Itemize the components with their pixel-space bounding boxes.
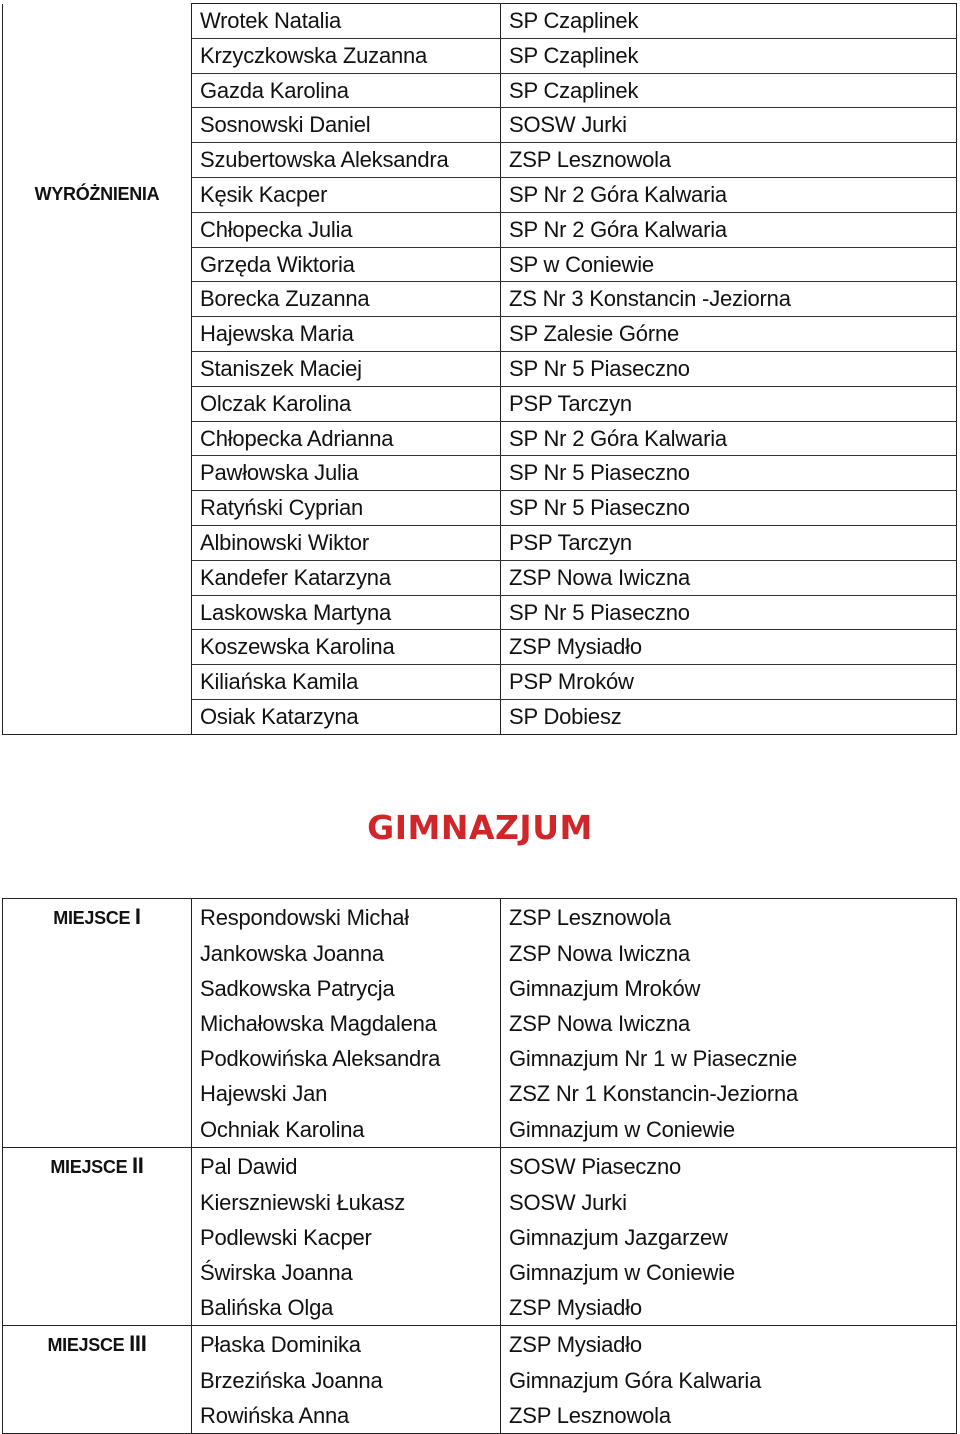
table-row xyxy=(3,1112,957,1148)
participant-name: Jankowska Joanna xyxy=(192,936,501,971)
school-name: SP Czaplinek xyxy=(501,4,957,39)
table-row xyxy=(3,421,957,456)
school-name: SOSW Jurki xyxy=(501,108,957,143)
table-row xyxy=(3,971,957,1006)
category-cell xyxy=(3,665,192,700)
participant-name: Grzęda Wiktoria xyxy=(192,247,501,282)
place-number: III xyxy=(129,1331,147,1357)
participant-name: Hajewska Maria xyxy=(192,317,501,352)
category-cell xyxy=(3,595,192,630)
participant-name: Krzyczkowska Zuzanna xyxy=(192,38,501,73)
school-name: ZSP Lesznowola xyxy=(501,1398,957,1434)
table-row xyxy=(3,936,957,971)
category-cell xyxy=(3,38,192,73)
category-cell xyxy=(3,525,192,560)
place-cell xyxy=(3,1112,192,1148)
school-name: ZSP Nowa Iwiczna xyxy=(501,936,957,971)
school-name: SOSW Jurki xyxy=(501,1185,957,1220)
participant-name: Kiliańska Kamila xyxy=(192,665,501,700)
place-cell xyxy=(3,1255,192,1290)
category-cell xyxy=(3,108,192,143)
school-name: Gimnazjum Góra Kalwaria xyxy=(501,1363,957,1398)
category-cell xyxy=(3,143,192,178)
participant-name: Chłopecka Julia xyxy=(192,212,501,247)
place-cell xyxy=(3,1220,192,1255)
table-row xyxy=(3,247,957,282)
category-cell xyxy=(3,421,192,456)
participant-name: Ratyński Cyprian xyxy=(192,491,501,526)
school-name: ZSZ Nr 1 Konstancin-Jeziorna xyxy=(501,1076,957,1111)
place-label xyxy=(3,1147,192,1185)
school-name: PSP Tarczyn xyxy=(501,525,957,560)
category-cell xyxy=(3,491,192,526)
section-heading: GIMNAZJUM xyxy=(367,808,593,847)
awards-table-gimnazjum xyxy=(2,898,957,1434)
table-row xyxy=(3,1220,957,1255)
table-row xyxy=(3,560,957,595)
category-cell xyxy=(3,247,192,282)
table-row xyxy=(3,1006,957,1041)
category-cell xyxy=(3,351,192,386)
school-name: ZSP Lesznowola xyxy=(501,899,957,937)
school-name: SP w Coniewie xyxy=(501,247,957,282)
participant-name: Pal Dawid xyxy=(192,1147,501,1185)
participant-name: Podkowińska Aleksandra xyxy=(192,1041,501,1076)
school-name: SP Nr 2 Góra Kalwaria xyxy=(501,212,957,247)
participant-name: Respondowski Michał xyxy=(192,899,501,937)
school-name: ZSP Nowa Iwiczna xyxy=(501,1006,957,1041)
school-name: SOSW Piaseczno xyxy=(501,1147,957,1185)
table-row xyxy=(3,1147,957,1185)
participant-name: Chłopecka Adrianna xyxy=(192,421,501,456)
school-name: Gimnazjum Jazgarzew xyxy=(501,1220,957,1255)
participant-name: Brzezińska Joanna xyxy=(192,1363,501,1398)
place-number: I xyxy=(134,904,141,929)
participant-name: Podlewski Kacper xyxy=(192,1220,501,1255)
school-name: SP Dobiesz xyxy=(501,699,957,734)
participant-name: Albinowski Wiktor xyxy=(192,525,501,560)
table-row xyxy=(3,899,957,937)
table-row xyxy=(3,143,957,178)
place-label-text: MIEJSCE xyxy=(47,1335,125,1356)
table-row xyxy=(3,317,957,352)
table-row xyxy=(3,699,957,734)
participant-name: Balińska Olga xyxy=(192,1290,501,1326)
table-row xyxy=(3,630,957,665)
participant-name: Michałowska Magdalena xyxy=(192,1006,501,1041)
school-name: SP Czaplinek xyxy=(501,38,957,73)
school-name: Gimnazjum w Coniewie xyxy=(501,1255,957,1290)
table-row xyxy=(3,1185,957,1220)
place-label xyxy=(3,899,192,937)
school-name: SP Nr 2 Góra Kalwaria xyxy=(501,421,957,456)
category-cell xyxy=(3,386,192,421)
place-cell xyxy=(3,936,192,971)
participant-name: Kęsik Kacper xyxy=(192,177,501,212)
category-cell xyxy=(3,630,192,665)
category-cell xyxy=(3,4,192,39)
place-cell xyxy=(3,1185,192,1220)
school-name: SP Nr 2 Góra Kalwaria xyxy=(501,177,957,212)
table-row xyxy=(3,177,957,212)
place-cell xyxy=(3,1006,192,1041)
place-cell xyxy=(3,971,192,1006)
table-row xyxy=(3,1326,957,1364)
school-name: SP Nr 5 Piaseczno xyxy=(501,491,957,526)
participant-name: Hajewski Jan xyxy=(192,1076,501,1111)
participant-name: Osiak Katarzyna xyxy=(192,699,501,734)
participant-name: Sosnowski Daniel xyxy=(192,108,501,143)
category-cell xyxy=(3,699,192,734)
school-name: PSP Tarczyn xyxy=(501,386,957,421)
category-cell xyxy=(3,456,192,491)
category-cell xyxy=(3,212,192,247)
participant-name: Wrotek Natalia xyxy=(192,4,501,39)
category-cell xyxy=(3,73,192,108)
participant-name: Staniszek Maciej xyxy=(192,351,501,386)
table-row xyxy=(3,665,957,700)
participant-name: Laskowska Martyna xyxy=(192,595,501,630)
place-cell xyxy=(3,1363,192,1398)
participant-name: Olczak Karolina xyxy=(192,386,501,421)
school-name: ZSP Mysiadło xyxy=(501,630,957,665)
table-row xyxy=(3,1255,957,1290)
school-name: ZS Nr 3 Konstancin -Jeziorna xyxy=(501,282,957,317)
table-row xyxy=(3,351,957,386)
table-row xyxy=(3,595,957,630)
school-name: PSP Mroków xyxy=(501,665,957,700)
school-name: ZSP Mysiadło xyxy=(501,1290,957,1326)
school-name: SP Nr 5 Piaseczno xyxy=(501,351,957,386)
participant-name: Świrska Joanna xyxy=(192,1255,501,1290)
school-name: ZSP Mysiadło xyxy=(501,1326,957,1364)
place-cell xyxy=(3,1290,192,1326)
participant-name: Płaska Dominika xyxy=(192,1326,501,1364)
table-row xyxy=(3,491,957,526)
school-name: ZSP Lesznowola xyxy=(501,143,957,178)
participant-name: Kierszniewski Łukasz xyxy=(192,1185,501,1220)
category-cell xyxy=(3,317,192,352)
table-row xyxy=(3,1076,957,1111)
school-name: SP Nr 5 Piaseczno xyxy=(501,456,957,491)
participant-name: Szubertowska Aleksandra xyxy=(192,143,501,178)
participant-name: Gazda Karolina xyxy=(192,73,501,108)
school-name: SP Zalesie Górne xyxy=(501,317,957,352)
category-label: WYRÓŻNIENIA xyxy=(3,177,192,212)
awards-table-distinctions xyxy=(2,3,957,735)
school-name: Gimnazjum Mroków xyxy=(501,971,957,1006)
table-row xyxy=(3,108,957,143)
table-row xyxy=(3,282,957,317)
school-name: ZSP Nowa Iwiczna xyxy=(501,560,957,595)
table-row xyxy=(3,525,957,560)
table-row xyxy=(3,1363,957,1398)
table-row xyxy=(3,386,957,421)
school-name: Gimnazjum Nr 1 w Piasecznie xyxy=(501,1041,957,1076)
participant-name: Borecka Zuzanna xyxy=(192,282,501,317)
place-cell xyxy=(3,1076,192,1111)
place-number: II xyxy=(132,1152,144,1178)
category-cell xyxy=(3,282,192,317)
category-cell xyxy=(3,560,192,595)
participant-name: Rowińska Anna xyxy=(192,1398,501,1434)
participant-name: Sadkowska Patrycja xyxy=(192,971,501,1006)
school-name: SP Czaplinek xyxy=(501,73,957,108)
table-row xyxy=(3,456,957,491)
table-row xyxy=(3,212,957,247)
place-label-text: MIEJSCE xyxy=(50,1156,128,1177)
place-cell xyxy=(3,1041,192,1076)
table-row xyxy=(3,1290,957,1326)
school-name: SP Nr 5 Piaseczno xyxy=(501,595,957,630)
participant-name: Ochniak Karolina xyxy=(192,1112,501,1148)
participant-name: Kandefer Katarzyna xyxy=(192,560,501,595)
table-row xyxy=(3,38,957,73)
place-label xyxy=(3,1326,192,1364)
table-row xyxy=(3,1041,957,1076)
participant-name: Pawłowska Julia xyxy=(192,456,501,491)
participant-name: Koszewska Karolina xyxy=(192,630,501,665)
table-row xyxy=(3,4,957,39)
place-label-text: MIEJSCE xyxy=(53,908,131,928)
table-row xyxy=(3,73,957,108)
school-name: Gimnazjum w Coniewie xyxy=(501,1112,957,1148)
